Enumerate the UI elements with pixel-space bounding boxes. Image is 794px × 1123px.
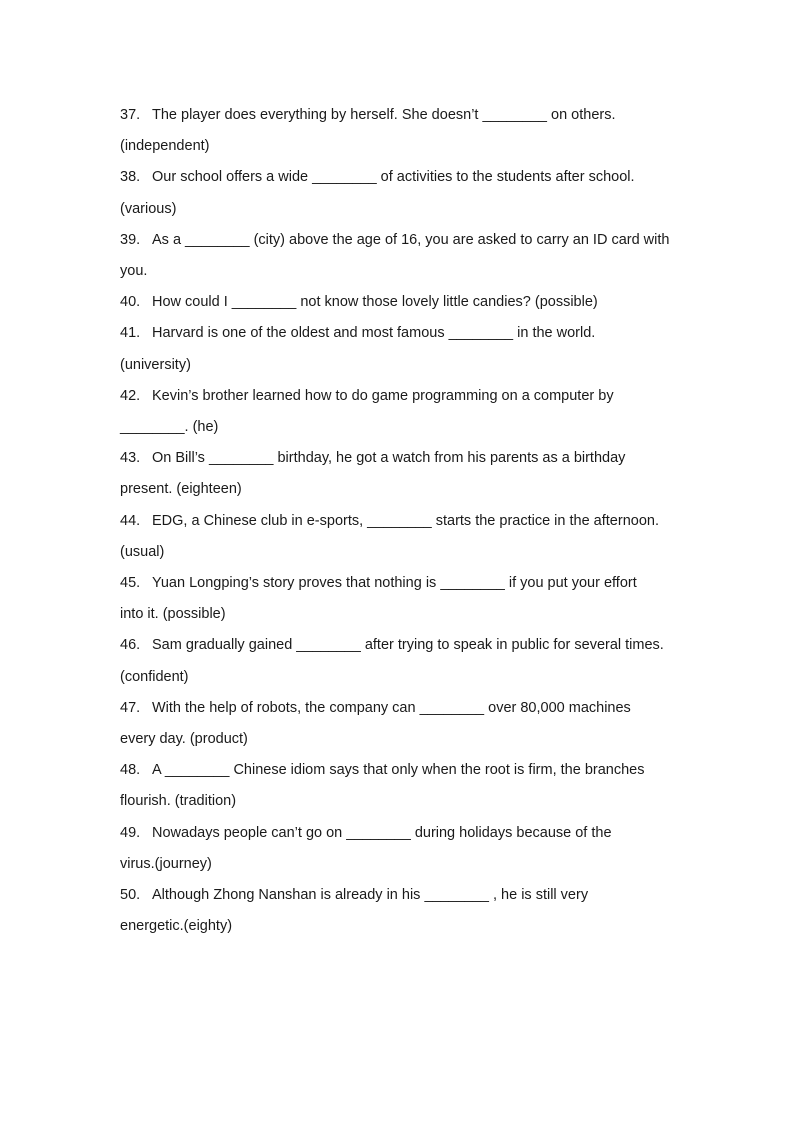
question-number: 45. <box>120 575 141 592</box>
question-continuation: (university) <box>120 356 191 373</box>
question-first-line <box>120 443 680 474</box>
question-text: The player does everything by herself. She doesn’t ________ on others. <box>152 107 616 123</box>
question-number: 37. <box>120 107 141 123</box>
question-text: How could I ________ not know those lovely little candies? (possible) <box>152 294 598 311</box>
question-number: 46. <box>120 637 141 654</box>
question-item <box>120 568 680 630</box>
question-first-line <box>120 225 680 256</box>
question-first-line <box>120 630 680 661</box>
question-text: With the help of robots, the company can ________ over 80,000 machines <box>152 699 631 716</box>
question-number: 39. <box>120 231 141 248</box>
question-text: Sam gradually gained ________ after trying to speak in public for several times. <box>152 637 664 654</box>
question-continuation: ________. (he) <box>120 419 219 436</box>
question-first-line <box>120 818 680 849</box>
question-continuation: flourish. (tradition) <box>120 793 237 810</box>
question-item <box>120 443 680 505</box>
question-text: Although Zhong Nanshan is already in his ________ , he is still very <box>152 887 589 904</box>
question-first-line <box>120 162 680 193</box>
question-text: Yuan Longping’s story proves that nothing is ________ if you put your effort <box>152 575 637 592</box>
question-continuation: present. (eighteen) <box>120 481 242 498</box>
question-list <box>120 100 680 942</box>
question-continuation: (usual) <box>120 543 165 560</box>
question-text: A ________ Chinese idiom says that only when the root is firm, the branches <box>152 762 645 779</box>
question-continuation: (confident) <box>120 668 189 685</box>
question-number: 38. <box>120 169 141 186</box>
question-text: Harvard is one of the oldest and most famous ________ in the world. <box>152 325 596 342</box>
question-first-line <box>120 755 680 786</box>
question-number: 47. <box>120 699 141 716</box>
question-number: 41. <box>120 325 141 342</box>
question-item <box>120 630 680 692</box>
question-number: 49. <box>120 824 141 841</box>
question-text: Kevin’s brother learned how to do game programming on a computer by <box>152 387 614 404</box>
question-continuation: energetic.(eighty) <box>120 918 233 935</box>
question-item <box>120 506 680 568</box>
question-first-line <box>120 506 680 537</box>
question-item <box>120 100 680 162</box>
question-continuation: (independent) <box>120 138 210 155</box>
question-number: 48. <box>120 762 141 779</box>
question-first-line <box>120 880 680 911</box>
question-item <box>120 162 680 224</box>
question-text: Our school offers a wide ________ of activities to the students after school. <box>152 169 635 186</box>
question-first-line <box>120 318 680 349</box>
question-first-line <box>120 287 680 318</box>
question-item <box>120 381 680 443</box>
question-item <box>120 880 680 942</box>
question-continuation: every day. (product) <box>120 731 248 748</box>
question-first-line <box>120 381 680 412</box>
question-first-line <box>120 693 680 724</box>
question-text: On Bill’s ________ birthday, he got a watch from his parents as a birthday <box>152 450 626 467</box>
question-number: 40. <box>120 294 141 311</box>
question-item <box>120 318 680 380</box>
question-continuation: you. <box>120 263 148 280</box>
question-item <box>120 755 680 817</box>
question-continuation: virus.(journey) <box>120 855 212 872</box>
question-number: 42. <box>120 387 141 404</box>
question-text: As a ________ (city) above the age of 16, you are asked to carry an ID card with <box>152 231 670 248</box>
question-item <box>120 818 680 880</box>
question-continuation: (various) <box>120 200 177 217</box>
question-item <box>120 693 680 755</box>
question-number: 43. <box>120 450 141 467</box>
question-item <box>120 287 680 318</box>
question-text: Nowadays people can’t go on ________ during holidays because of the <box>152 824 612 841</box>
question-number: 44. <box>120 512 141 529</box>
question-continuation: into it. (possible) <box>120 606 226 623</box>
question-text: EDG, a Chinese club in e-sports, ________ starts the practice in the afternoon. <box>152 512 659 529</box>
question-first-line <box>120 100 680 131</box>
question-first-line <box>120 568 680 599</box>
question-number: 50. <box>120 887 141 904</box>
question-item <box>120 225 680 287</box>
